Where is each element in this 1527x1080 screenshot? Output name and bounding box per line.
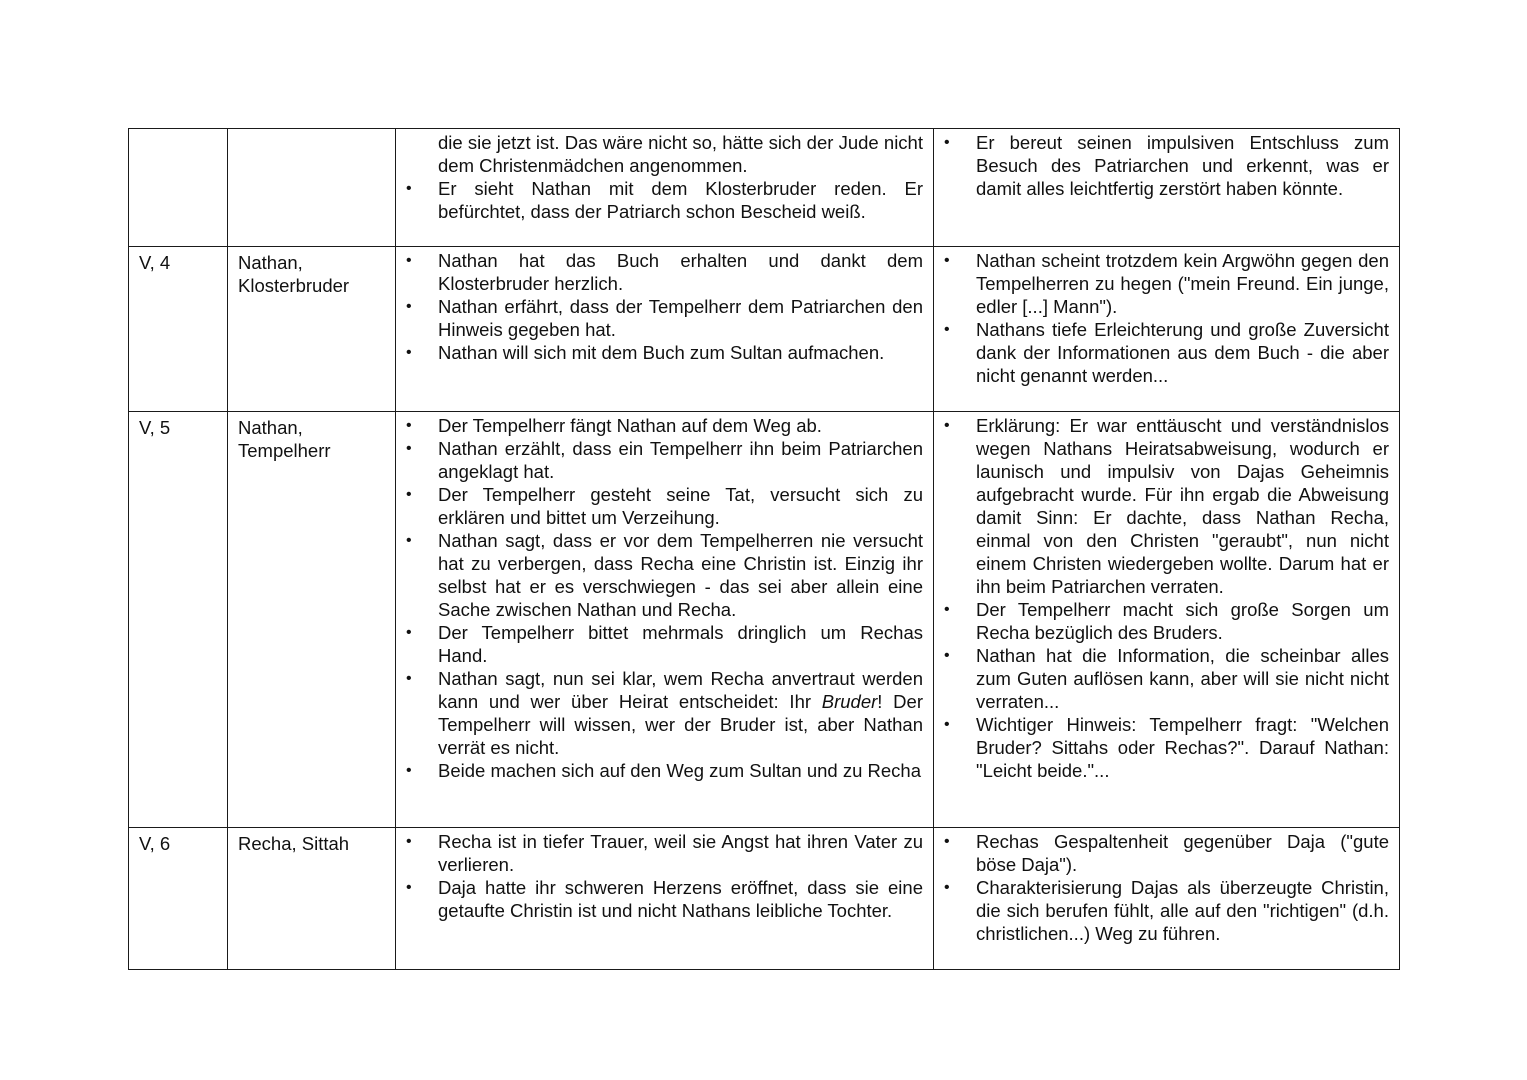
events-cell bbox=[396, 412, 934, 828]
table-row bbox=[129, 129, 1400, 247]
act-cell bbox=[129, 828, 228, 970]
notes-cell bbox=[934, 247, 1400, 412]
event-item: • Der Tempelherr fängt Nathan auf dem Weg ab. bbox=[402, 414, 923, 437]
event-item: • Der Tempelherr bittet mehrmals dringlich um Rechas Hand. bbox=[402, 621, 923, 667]
person-name: Tempelherr bbox=[238, 440, 331, 461]
note-item: • Er bereut seinen impulsiven Entschluss zum Besuch des Patriarchen und erkennt, was er damit alles leichtfertig zerstört haben könnte. bbox=[940, 131, 1389, 200]
persons-cell bbox=[228, 412, 396, 828]
persons-cell bbox=[228, 247, 396, 412]
notes-cell bbox=[934, 129, 1400, 247]
table-row bbox=[129, 828, 1400, 970]
event-item: • Nathan erfährt, dass der Tempelherr dem Patriarchen den Hinweis gegeben hat. bbox=[402, 295, 923, 341]
persons-cell bbox=[228, 129, 396, 247]
event-text-before: Nathan sagt, nun sei klar, wem Recha anvertraut werden kann und wer über Heirat entscheidet: Ihr bbox=[438, 668, 923, 712]
act-label: V, 5 bbox=[139, 417, 171, 438]
event-item bbox=[402, 667, 923, 759]
act-label: V, 6 bbox=[139, 833, 171, 854]
event-item: • Der Tempelherr gesteht seine Tat, versucht sich zu erklären und bittet um Verzeihung. bbox=[402, 483, 923, 529]
event-item: • Er sieht Nathan mit dem Klosterbruder reden. Er befürchtet, dass der Patriarch schon Bescheid weiß. bbox=[402, 177, 923, 223]
notes-cell bbox=[934, 412, 1400, 828]
event-text-italic: Bruder bbox=[821, 691, 878, 712]
note-item: • Nathan hat die Information, die scheinbar alles zum Guten auflösen kann, aber will sie nicht nicht verraten... bbox=[940, 644, 1389, 713]
person-name: Nathan, bbox=[238, 417, 303, 438]
table-row bbox=[129, 247, 1400, 412]
act-cell bbox=[129, 247, 228, 412]
person-name: Recha, Sittah bbox=[238, 833, 350, 854]
note-item: • Charakterisierung Dajas als überzeugte Christin, die sich berufen fühlt, alle auf den "richtigen" (d.h. christlichen...) Weg zu führen. bbox=[940, 876, 1389, 945]
event-item: • Nathan hat das Buch erhalten und dankt dem Klosterbruder herzlich. bbox=[402, 249, 923, 295]
note-item: • Der Tempelherr macht sich große Sorgen um Recha bezüglich des Bruders. bbox=[940, 598, 1389, 644]
act-label: V, 4 bbox=[139, 252, 171, 273]
events-cell bbox=[396, 828, 934, 970]
event-item: • Beide machen sich auf den Weg zum Sultan und zu Recha bbox=[402, 759, 923, 782]
notes-cell bbox=[934, 828, 1400, 970]
note-item: • Nathans tiefe Erleichterung und große Zuversicht dank der Informationen aus dem Buch - die aber nicht genannt werden... bbox=[940, 318, 1389, 387]
event-item: • Nathan erzählt, dass ein Tempelherr ihn beim Patriarchen angeklagt hat. bbox=[402, 437, 923, 483]
events-cell bbox=[396, 129, 934, 247]
event-item: • Daja hatte ihr schweren Herzens eröffnet, dass sie eine getaufte Christin ist und nicht Nathans leibliche Tochter. bbox=[402, 876, 923, 922]
act-cell bbox=[129, 129, 228, 247]
person-name: Klosterbruder bbox=[238, 275, 350, 296]
event-text-after: ! Der Tempelherr will wissen, wer der Bruder ist, aber Nathan verrät es nicht. bbox=[438, 691, 923, 758]
note-item: • Nathan scheint trotzdem kein Argwöhn gegen den Tempelherren zu hegen ("mein Freund. Ein junge, edler [...] Mann"). bbox=[940, 249, 1389, 318]
event-item: • Nathan sagt, dass er vor dem Tempelherren nie versucht hat zu verbergen, dass Recha eine Christin ist. Einzig ihr selbst hat er es verschwiegen - das sei aber allein eine Sache zwischen Nathan und Recha. bbox=[402, 529, 923, 621]
note-item: • Rechas Gespaltenheit gegenüber Daja ("gute böse Daja"). bbox=[940, 830, 1389, 876]
event-item: • Nathan will sich mit dem Buch zum Sultan aufmachen. bbox=[402, 341, 923, 364]
note-item: • Erklärung: Er war enttäuscht und verständnislos wegen Nathans Heiratsabweisung, wodurch er launisch und impulsiv von Dajas Geheimnis aufgebracht wurde. Für ihn ergab die Abweisung damit Sinn: Er dachte, dass Nathan Recha, einmal von den Christen "geraubt", nun nicht einem Christen wiedergeben wollte. Darum hat er ihn beim Patriarchen verraten. bbox=[940, 414, 1389, 598]
act-cell bbox=[129, 412, 228, 828]
events-cell bbox=[396, 247, 934, 412]
person-name: Nathan, bbox=[238, 252, 303, 273]
persons-cell bbox=[228, 828, 396, 970]
scene-table bbox=[128, 128, 1400, 970]
event-item: die sie jetzt ist. Das wäre nicht so, hätte sich der Jude nicht dem Christenmädchen angenommen. bbox=[438, 132, 923, 176]
note-item: • Wichtiger Hinweis: Tempelherr fragt: "Welchen Bruder? Sittahs oder Rechas?". Darauf Nathan: "Leicht beide."... bbox=[940, 713, 1389, 782]
event-item: • Recha ist in tiefer Trauer, weil sie Angst hat ihren Vater zu verlieren. bbox=[402, 830, 923, 876]
table-row bbox=[129, 412, 1400, 828]
